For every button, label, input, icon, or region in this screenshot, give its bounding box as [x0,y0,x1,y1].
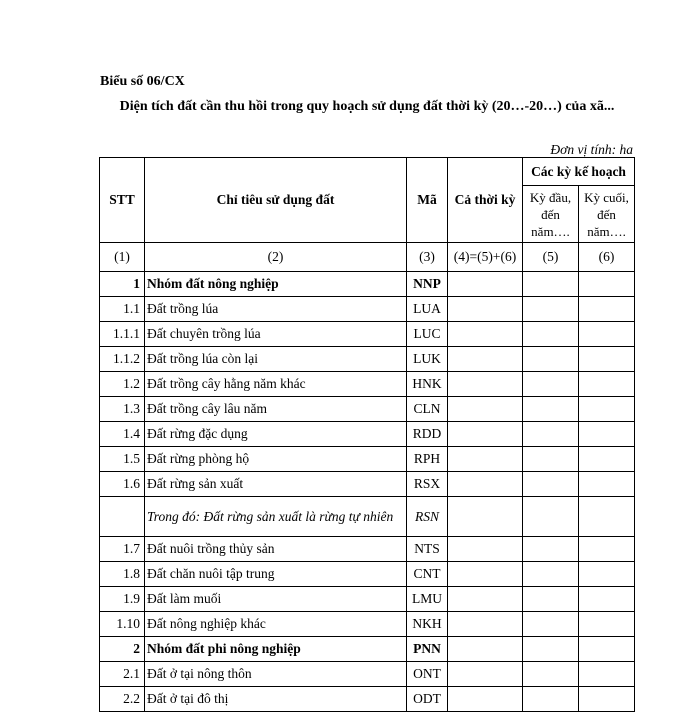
row-stt: 1.4 [100,422,145,447]
table-row [100,397,635,422]
row-value-last [579,297,635,322]
row-value-last [579,347,635,372]
row-value-last [579,537,635,562]
column-number: (5) [523,243,579,272]
row-name: Đất ở tại nông thôn [145,662,407,687]
row-stt: 1.3 [100,397,145,422]
row-value-last [579,687,635,712]
row-name: Đất rừng phòng hộ [145,447,407,472]
row-code: LUC [407,322,448,347]
row-value-last [579,497,635,537]
row-value-first [523,397,579,422]
row-value-first [523,372,579,397]
column-number: (1) [100,243,145,272]
row-name: Đất nuôi trồng thủy sản [145,537,407,562]
row-name: Đất chăn nuôi tập trung [145,562,407,587]
row-value-first [523,272,579,297]
row-code: CNT [407,562,448,587]
row-code: ONT [407,662,448,687]
row-stt: 1.8 [100,562,145,587]
row-value-whole [448,637,523,662]
header-whole-period: Cả thời kỳ [448,158,523,243]
row-value-last [579,397,635,422]
row-stt: 2 [100,637,145,662]
row-stt: 1.1 [100,297,145,322]
row-code: ODT [407,687,448,712]
row-value-whole [448,662,523,687]
row-value-last [579,372,635,397]
row-value-last [579,447,635,472]
row-value-last [579,612,635,637]
form-code: Biểu số 06/CX [100,74,185,89]
row-stt: 1.1.2 [100,347,145,372]
row-code: RSX [407,472,448,497]
column-number: (4)=(5)+(6) [448,243,523,272]
row-value-whole [448,687,523,712]
row-name: Đất làm muối [145,587,407,612]
row-code: HNK [407,372,448,397]
row-name: Nhóm đất nông nghiệp [145,272,407,297]
document-title: Diện tích đất cần thu hồi trong quy hoạch sử dụng đất thời kỳ (20…-20…) của xã... [119,99,615,114]
row-value-first [523,472,579,497]
column-number: (2) [145,243,407,272]
land-recovery-table [99,157,635,712]
row-name: Đất rừng sản xuất [145,472,407,497]
row-stt: 1.1.1 [100,322,145,347]
row-value-whole [448,372,523,397]
row-value-last [579,562,635,587]
row-stt [100,497,145,537]
column-number: (3) [407,243,448,272]
table-row [100,537,635,562]
row-name: Trong đó: Đất rừng sản xuất là rừng tự nhiên [145,497,407,537]
row-code: LUA [407,297,448,322]
table-row [100,497,635,537]
row-value-last [579,422,635,447]
row-stt: 2.1 [100,662,145,687]
row-value-last [579,637,635,662]
row-code: CLN [407,397,448,422]
table-row [100,447,635,472]
row-value-whole [448,562,523,587]
row-code: RDD [407,422,448,447]
row-name: Đất ở tại đô thị [145,687,407,712]
row-name: Đất trồng lúa còn lại [145,347,407,372]
row-code: LMU [407,587,448,612]
row-value-first [523,347,579,372]
row-stt: 2.2 [100,687,145,712]
row-name: Nhóm đất phi nông nghiệp [145,637,407,662]
row-code: RSN [407,497,448,537]
header-plan-periods: Các kỳ kế hoạch [523,158,635,186]
row-value-whole [448,447,523,472]
row-code: PNN [407,637,448,662]
row-value-last [579,322,635,347]
column-number: (6) [579,243,635,272]
row-stt: 1.5 [100,447,145,472]
row-code: NNP [407,272,448,297]
table-row [100,272,635,297]
row-stt: 1.6 [100,472,145,497]
row-value-last [579,662,635,687]
row-value-whole [448,397,523,422]
row-value-first [523,612,579,637]
row-value-first [523,447,579,472]
row-value-first [523,562,579,587]
row-value-whole [448,297,523,322]
column-number-row [100,243,635,272]
row-value-first [523,297,579,322]
row-name: Đất chuyên trồng lúa [145,322,407,347]
row-value-whole [448,587,523,612]
table-row [100,422,635,447]
row-stt: 1.7 [100,537,145,562]
row-stt: 1.10 [100,612,145,637]
header-indicator: Chỉ tiêu sử dụng đất [145,158,407,243]
row-name: Đất trồng lúa [145,297,407,322]
table-row [100,297,635,322]
row-stt: 1.2 [100,372,145,397]
table-row [100,587,635,612]
row-name: Đất trồng cây hằng năm khác [145,372,407,397]
row-value-first [523,662,579,687]
row-code: RPH [407,447,448,472]
table-row [100,347,635,372]
row-value-whole [448,347,523,372]
row-value-last [579,587,635,612]
table-row [100,637,635,662]
row-value-first [523,497,579,537]
table-row [100,562,635,587]
row-value-whole [448,472,523,497]
row-value-whole [448,612,523,637]
row-value-whole [448,322,523,347]
table-row [100,687,635,712]
header-code: Mã [407,158,448,243]
table-row [100,662,635,687]
row-value-whole [448,272,523,297]
row-name: Đất nông nghiệp khác [145,612,407,637]
row-value-last [579,472,635,497]
row-value-whole [448,422,523,447]
row-value-first [523,322,579,347]
row-stt: 1 [100,272,145,297]
row-value-first [523,587,579,612]
row-value-first [523,687,579,712]
row-code: LUK [407,347,448,372]
row-value-first [523,637,579,662]
row-value-first [523,537,579,562]
table-row [100,612,635,637]
row-code: NKH [407,612,448,637]
row-value-first [523,422,579,447]
row-name: Đất trồng cây lâu năm [145,397,407,422]
header-last-period: Kỳ cuối, đến năm…. [579,186,635,243]
header-stt: STT [100,158,145,243]
row-code: NTS [407,537,448,562]
row-stt: 1.9 [100,587,145,612]
table-row [100,322,635,347]
table-row [100,372,635,397]
row-value-whole [448,537,523,562]
table-row [100,472,635,497]
row-value-last [579,272,635,297]
header-first-period: Kỳ đầu, đến năm…. [523,186,579,243]
row-value-whole [448,497,523,537]
unit-label: Đơn vị tính: ha [550,142,633,157]
row-name: Đất rừng đặc dụng [145,422,407,447]
